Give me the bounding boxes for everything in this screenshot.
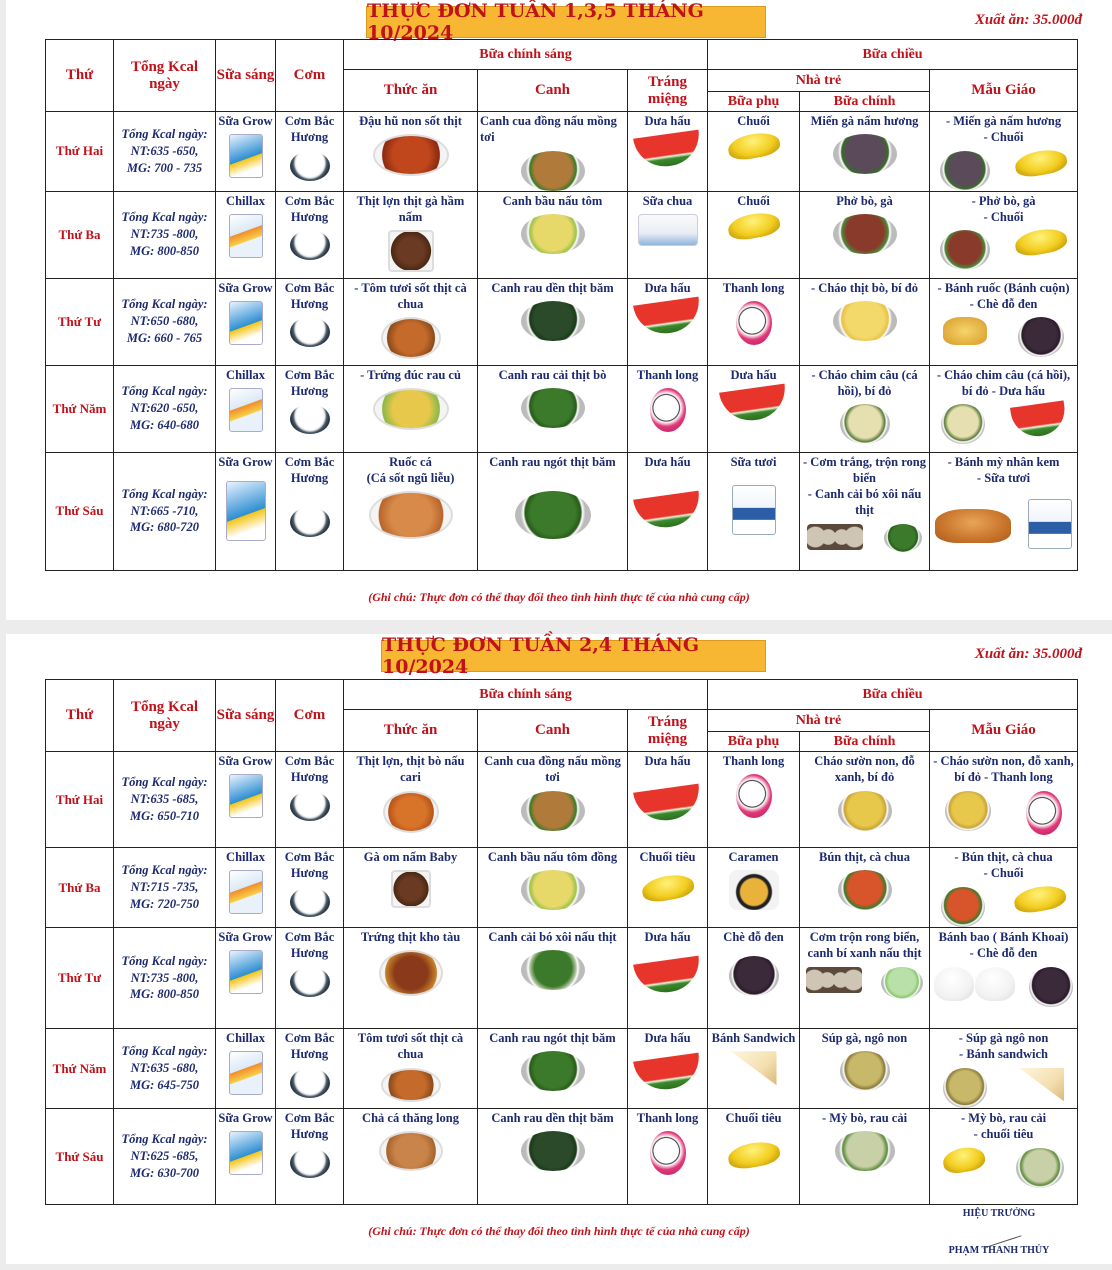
main-cell: - Cháo thịt bò, bí đỏ — [800, 278, 930, 365]
dragon-fruit-icon — [1026, 791, 1062, 835]
food-cell: Thịt lợn thịt gà hầm nấm — [344, 191, 478, 278]
cream-bread-icon — [935, 509, 1011, 543]
milk-carton-icon — [732, 485, 776, 535]
table-row — [46, 1029, 1078, 1109]
day-label: Thứ Sáu — [46, 452, 114, 570]
greens-soup-icon — [521, 1051, 585, 1091]
food-cell: - Tôm tươi sốt thịt cà chua — [344, 278, 478, 365]
kindergarten-cell: - Bún thịt, cà chua - Chuối — [930, 848, 1078, 928]
greens-soup-icon — [515, 491, 591, 539]
menu-note: (Ghi chú: Thực đơn có thể thay đổi theo tình hình thực tế của nhà cung cấp) — [368, 1224, 750, 1238]
amaranth-soup-icon — [521, 1131, 585, 1171]
milk-pack-icon — [229, 388, 263, 432]
milk-cell: Sữa Grow — [216, 112, 276, 192]
stew-dish-icon — [388, 230, 434, 272]
shrimp-dish-icon — [381, 317, 441, 359]
main-cell: Cơm trộn rong biển, canh bí xanh nấu thịt — [800, 928, 930, 1029]
header-thuc-an: Thức ăn — [344, 70, 478, 112]
day-label: Thứ Ba — [46, 848, 114, 928]
rice-bowl-icon — [290, 317, 330, 347]
snack-cell: Chuối tiêu — [708, 1109, 800, 1205]
soup-cell: Canh rau cải thịt bò — [478, 365, 628, 452]
milk-pack-icon — [226, 481, 266, 541]
header-bua-phu: Bữa phụ — [708, 92, 800, 112]
milk-pack-icon — [229, 950, 263, 994]
kindergarten-cell: - Súp gà ngô non - Bánh sandwich — [930, 1029, 1078, 1109]
banana-icon — [1012, 882, 1067, 915]
principal-name: PHẠM THANH THỦY — [948, 1245, 1050, 1256]
snack-cell: Caramen — [708, 848, 800, 928]
kcal-cell: Tổng Kcal ngày: NT:715 -735, MG: 720-750 — [114, 848, 216, 928]
menu-sheet-week-1-3-5 — [6, 0, 1112, 620]
dessert-cell: Dưa hấu — [628, 928, 708, 1029]
header-bua-chinh-sang: Bữa chính sáng — [344, 680, 708, 710]
header-kcal: Tổng Kcal ngày — [114, 680, 216, 752]
header-thu: Thứ — [46, 40, 114, 112]
rice-cell: Cơm Bắc Hương — [276, 278, 344, 365]
spinach-soup-icon — [521, 950, 585, 990]
black-bean-dessert-icon — [1018, 317, 1064, 357]
dragon-fruit-icon — [650, 1131, 686, 1175]
menu-table — [45, 679, 1078, 1205]
rice-bowl-icon — [290, 1148, 330, 1178]
banana-icon — [1014, 226, 1069, 259]
milk-pack-icon — [229, 1051, 263, 1095]
header-bua-chinh: Bữa chính — [800, 732, 930, 752]
milk-cell: Sữa Grow — [216, 928, 276, 1029]
steamed-bun-icon — [934, 967, 1015, 1007]
porridge-bowl-icon — [945, 791, 991, 831]
header-bua-chieu: Bữa chiều — [708, 680, 1078, 710]
rice-bowl-icon — [290, 230, 330, 260]
food-cell: Thịt lợn, thịt bò nấu cari — [344, 752, 478, 848]
amaranth-soup-icon — [521, 301, 585, 341]
roll-cake-icon — [943, 317, 987, 345]
header-trang-mieng: Tráng miệng — [628, 70, 708, 112]
spinach-soup-icon — [884, 524, 922, 552]
table-row — [46, 752, 1078, 848]
banana-icon — [941, 1144, 987, 1175]
rice-cell: Cơm Bắc Hương — [276, 112, 344, 192]
watermelon-icon — [633, 130, 703, 171]
kindergarten-cell: - Mỳ bò, rau cải - chuối tiêu — [930, 1109, 1078, 1205]
sandwich-icon — [731, 1051, 777, 1085]
rice-cell: Cơm Bắc Hương — [276, 848, 344, 928]
food-cell: Trứng thịt kho tàu — [344, 928, 478, 1029]
day-label: Thứ Năm — [46, 1029, 114, 1109]
header-canh: Canh — [478, 70, 628, 112]
milk-cell: Chillax — [216, 191, 276, 278]
fish-floss-icon — [369, 491, 453, 539]
rice-cell: Cơm Bắc Hương — [276, 191, 344, 278]
food-cell: - Trứng đúc rau củ — [344, 365, 478, 452]
milk-cell: Sữa Grow — [216, 452, 276, 570]
caramel-flan-icon — [729, 870, 779, 910]
black-bean-dessert-icon — [1029, 967, 1073, 1007]
main-cell: Phở bò, gà — [800, 191, 930, 278]
soup-cell: Canh cua đồng nấu mồng tơi — [478, 752, 628, 848]
table-row — [46, 278, 1078, 365]
menu-title: THỰC ĐƠN TUẦN 2,4 THÁNG 10/2024 — [381, 640, 766, 672]
dessert-cell: Dưa hấu — [628, 452, 708, 570]
rice-cell: Cơm Bắc Hương — [276, 1029, 344, 1109]
corn-soup-icon — [943, 1068, 987, 1108]
chicken-mushroom-icon — [391, 870, 431, 908]
rice-cell: Cơm Bắc Hương — [276, 928, 344, 1029]
soup-cell: Canh bầu nấu tôm — [478, 191, 628, 278]
braised-pork-egg-icon — [379, 950, 443, 996]
dessert-cell: Dưa hấu — [628, 278, 708, 365]
food-cell: Gà om nấm Baby — [344, 848, 478, 928]
milk-pack-icon — [229, 774, 263, 818]
milk-pack-icon — [229, 301, 263, 345]
main-cell: - Cơm trắng, trộn rong biển - Canh cải bó xôi nấu thịt — [800, 452, 930, 570]
snack-cell: Chè đỗ đen — [708, 928, 800, 1029]
rice-cell: Cơm Bắc Hương — [276, 752, 344, 848]
tofu-dish-icon — [373, 134, 449, 176]
porridge-bowl-icon — [833, 301, 897, 341]
quail-eggs-icon — [807, 524, 863, 550]
banana-icon — [1014, 146, 1069, 179]
food-cell: Chả cá thăng long — [344, 1109, 478, 1205]
soup-cell: Canh bầu nấu tôm đồng — [478, 848, 628, 928]
table-row — [46, 191, 1078, 278]
header-kcal: Tổng Kcal ngày — [114, 40, 216, 112]
dragon-fruit-icon — [736, 301, 772, 345]
header-bua-phu: Bữa phụ — [708, 732, 800, 752]
shrimp-dish-icon — [381, 1068, 441, 1102]
kindergarten-cell: - Cháo sườn non, đỗ xanh, bí đỏ - Thanh long — [930, 752, 1078, 848]
rice-cell: Cơm Bắc Hương — [276, 452, 344, 570]
kindergarten-cell: - Phở bò, gà - Chuối — [930, 191, 1078, 278]
menu-sheet-week-2-4 — [6, 634, 1112, 1264]
sandwich-icon — [1018, 1068, 1064, 1102]
rice-cell: Cơm Bắc Hương — [276, 1109, 344, 1205]
gourd-soup-icon — [521, 214, 585, 254]
menu-note: (Ghi chú: Thực đơn có thể thay đổi theo tình hình thực tế của nhà cung cấp) — [368, 590, 750, 604]
noodle-bowl-icon — [833, 134, 897, 174]
header-trang-mieng: Tráng miệng — [628, 710, 708, 752]
kcal-cell: Tổng Kcal ngày: NT:635 -680, MG: 645-750 — [114, 1029, 216, 1109]
milk-pack-icon — [229, 870, 263, 914]
milk-pack-icon — [229, 214, 263, 258]
noodle-bowl-icon — [940, 151, 990, 191]
dessert-cell: Chuối tiêu — [628, 848, 708, 928]
dessert-cell: Thanh long — [628, 365, 708, 452]
header-sua-sang: Sữa sáng — [216, 40, 276, 112]
day-label: Thứ Sáu — [46, 1109, 114, 1205]
snack-cell: Dưa hấu — [708, 365, 800, 452]
principal-signature-block — [944, 1208, 1054, 1256]
curry-dish-icon — [383, 791, 439, 833]
header-mau-giao: Mẫu Giáo — [930, 710, 1078, 752]
day-label: Thứ Hai — [46, 112, 114, 192]
yogurt-icon — [638, 214, 698, 246]
main-cell: Cháo sườn non, đỗ xanh, bí đỏ — [800, 752, 930, 848]
banana-icon — [726, 130, 781, 163]
watermelon-icon — [633, 1053, 703, 1094]
rice-bowl-icon — [290, 404, 330, 434]
snack-cell: Thanh long — [708, 278, 800, 365]
dessert-cell: Thanh long — [628, 1109, 708, 1205]
table-row — [46, 928, 1078, 1029]
noodle-bowl-icon — [835, 1131, 895, 1171]
kcal-cell: Tổng Kcal ngày: NT:625 -685, MG: 630-700 — [114, 1109, 216, 1205]
dessert-cell: Sữa chua — [628, 191, 708, 278]
watermelon-icon — [633, 490, 703, 531]
snack-cell: Bánh Sandwich — [708, 1029, 800, 1109]
milk-cell: Chillax — [216, 365, 276, 452]
table-row — [46, 848, 1078, 928]
dessert-cell: Dưa hấu — [628, 1029, 708, 1109]
rice-bowl-icon — [290, 791, 330, 821]
header-com: Cơm — [276, 680, 344, 752]
snack-cell: Chuối — [708, 112, 800, 192]
kcal-cell: Tổng Kcal ngày: NT:635 -685, MG: 650-710 — [114, 752, 216, 848]
pho-bowl-icon — [833, 214, 897, 254]
porridge-bowl-icon — [941, 404, 985, 444]
rice-bowl-icon — [290, 507, 330, 537]
dessert-cell: Dưa hấu — [628, 112, 708, 192]
noodle-bowl-icon — [1016, 1148, 1064, 1188]
meal-price: Xuất ăn: 35.000đ — [974, 646, 1082, 662]
milk-cell: Sữa Grow — [216, 1109, 276, 1205]
kcal-cell: Tổng Kcal ngày: NT:665 -710, MG: 680-720 — [114, 452, 216, 570]
header-sua-sang: Sữa sáng — [216, 680, 276, 752]
principal-title: HIỆU TRƯỞNG — [962, 1208, 1036, 1219]
vermicelli-bowl-icon — [838, 870, 892, 910]
main-cell: Bún thịt, cà chua — [800, 848, 930, 928]
kcal-cell: Tổng Kcal ngày: NT:620 -650, MG: 640-680 — [114, 365, 216, 452]
milk-cell: Chillax — [216, 848, 276, 928]
day-label: Thứ Tư — [46, 278, 114, 365]
banana-icon — [640, 872, 695, 905]
crab-soup-icon — [521, 151, 585, 191]
black-bean-dessert-icon — [729, 956, 779, 996]
soup-cell: Canh rau ngót thịt băm — [478, 452, 628, 570]
table-row — [46, 112, 1078, 192]
greens-soup-icon — [521, 388, 585, 428]
kindergarten-cell: - Cháo chim câu (cá hồi), bí đỏ - Dưa hấu — [930, 365, 1078, 452]
header-thu: Thứ — [46, 680, 114, 752]
watermelon-icon — [633, 784, 703, 825]
watermelon-icon — [633, 296, 703, 337]
kcal-cell: Tổng Kcal ngày: NT:650 -680, MG: 660 - 765 — [114, 278, 216, 365]
food-cell: Đậu hũ non sốt thịt — [344, 112, 478, 192]
day-label: Thứ Hai — [46, 752, 114, 848]
table-row — [46, 452, 1078, 570]
rice-bowl-icon — [290, 151, 330, 181]
food-cell: Tôm tươi sốt thịt cà chua — [344, 1029, 478, 1109]
header-com: Cơm — [276, 40, 344, 112]
menu-table — [45, 39, 1078, 571]
kindergarten-cell: - Bánh mỳ nhân kem - Sữa tươi — [930, 452, 1078, 570]
table-row — [46, 365, 1078, 452]
watermelon-icon — [633, 956, 703, 997]
porridge-bowl-icon — [838, 791, 892, 831]
soup-cell: Canh rau ngót thịt băm — [478, 1029, 628, 1109]
gourd-soup-icon — [521, 870, 585, 910]
header-nha-tre: Nhà trẻ — [708, 710, 930, 732]
rice-bowl-icon — [290, 967, 330, 997]
quail-eggs-icon — [806, 967, 862, 993]
main-cell: - Cháo chim câu (cá hồi), bí đỏ — [800, 365, 930, 452]
dragon-fruit-icon — [650, 388, 686, 432]
dragon-fruit-icon — [736, 774, 772, 818]
fish-cake-icon — [379, 1131, 443, 1171]
dessert-cell: Dưa hấu — [628, 752, 708, 848]
soup-cell: Canh cải bó xôi nấu thịt — [478, 928, 628, 1029]
kcal-cell: Tổng Kcal ngày: NT:635 -650, MG: 700 - 735 — [114, 112, 216, 192]
header-bua-chinh: Bữa chính — [800, 92, 930, 112]
menu-title: THỰC ĐƠN TUẦN 1,3,5 THÁNG 10/2024 — [366, 6, 766, 38]
banana-icon — [726, 1139, 781, 1172]
soup-cell: Canh rau dền thịt băm — [478, 278, 628, 365]
soup-cell: Canh cua đồng nấu mồng tơi — [478, 112, 628, 192]
header-thuc-an: Thức ăn — [344, 710, 478, 752]
day-label: Thứ Tư — [46, 928, 114, 1029]
day-label: Thứ Năm — [46, 365, 114, 452]
pho-bowl-icon — [940, 230, 990, 270]
kcal-cell: Tổng Kcal ngày: NT:735 -800, MG: 800-850 — [114, 191, 216, 278]
day-label: Thứ Ba — [46, 191, 114, 278]
rice-bowl-icon — [290, 887, 330, 917]
snack-cell: Sữa tươi — [708, 452, 800, 570]
kindergarten-cell: - Bánh ruốc (Bánh cuộn) - Chè đỗ đen — [930, 278, 1078, 365]
snack-cell: Thanh long — [708, 752, 800, 848]
milk-cell: Sữa Grow — [216, 752, 276, 848]
signature-mark — [977, 1215, 1022, 1248]
rice-bowl-icon — [290, 1068, 330, 1098]
milk-carton-icon — [1028, 499, 1072, 549]
egg-omelette-icon — [373, 388, 449, 430]
milk-cell: Sữa Grow — [216, 278, 276, 365]
meal-price: Xuất ăn: 35.000đ — [974, 12, 1082, 28]
porridge-bowl-icon — [840, 404, 890, 444]
main-cell: Miến gà nấm hương — [800, 112, 930, 192]
main-cell: Súp gà, ngô non — [800, 1029, 930, 1109]
header-bua-chinh-sang: Bữa chính sáng — [344, 40, 708, 70]
milk-pack-icon — [229, 1131, 263, 1175]
food-cell: Ruốc cá (Cá sốt ngũ liễu) — [344, 452, 478, 570]
gourd-soup-icon — [881, 967, 923, 999]
crab-soup-icon — [521, 791, 585, 831]
banana-icon — [726, 209, 781, 242]
header-nha-tre: Nhà trẻ — [708, 70, 930, 92]
kindergarten-cell: Bánh bao ( Bánh Khoai) - Chè đỗ đen — [930, 928, 1078, 1029]
table-row — [46, 1109, 1078, 1205]
watermelon-icon — [719, 383, 789, 424]
corn-soup-icon — [840, 1051, 890, 1091]
milk-pack-icon — [229, 134, 263, 178]
soup-cell: Canh rau dền thịt băm — [478, 1109, 628, 1205]
milk-cell: Chillax — [216, 1029, 276, 1109]
header-canh: Canh — [478, 710, 628, 752]
header-bua-chieu: Bữa chiều — [708, 40, 1078, 70]
kcal-cell: Tổng Kcal ngày: NT:735 -800, MG: 800-850 — [114, 928, 216, 1029]
header-mau-giao: Mẫu Giáo — [930, 70, 1078, 112]
kindergarten-cell: - Miến gà nấm hương - Chuối — [930, 112, 1078, 192]
rice-cell: Cơm Bắc Hương — [276, 365, 344, 452]
vermicelli-bowl-icon — [941, 887, 985, 927]
watermelon-icon — [1010, 400, 1068, 439]
main-cell: - Mỳ bò, rau cải — [800, 1109, 930, 1205]
snack-cell: Chuối — [708, 191, 800, 278]
